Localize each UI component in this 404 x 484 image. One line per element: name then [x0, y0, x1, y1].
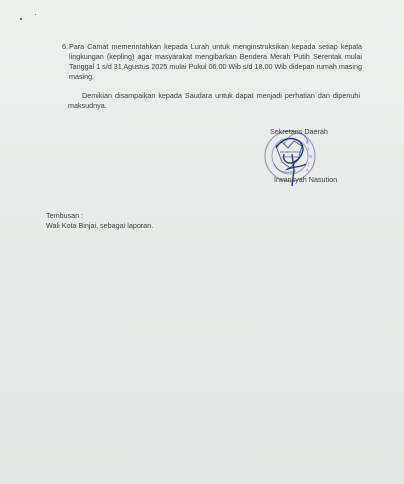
signatory-name: Irwansyah Nasution	[274, 175, 338, 184]
tembusan-section	[46, 211, 153, 231]
svg-text:B: B	[306, 140, 309, 145]
signature-block	[262, 124, 362, 204]
svg-text:A: A	[306, 168, 309, 173]
official-stamp-icon	[262, 124, 362, 204]
svg-text:N: N	[309, 154, 312, 159]
svg-text:I: I	[308, 147, 310, 152]
scan-speck	[20, 18, 22, 20]
closing-text: Demikian disampaikan kepada Saudara untuk dapat menjadi perhatian dan dipenuhi maksudnya.	[68, 91, 360, 110]
scan-speck	[35, 14, 36, 15]
tembusan-heading: Tembusan :	[46, 211, 84, 220]
svg-text:J: J	[308, 161, 310, 166]
list-item-text: Para Camat memerintahkan kepada Lurah untuk menginstruksikan kepada setiap kepala lingkungan (kepling) agar masyarakat mengibarkan Bendera Merah Putih Serentak mulai Tanggal 1 s/d 31 Agustus 2025 mulai Pukul 06.00 Wib s/d 18.00 Wib didepan rumah masing masing.	[69, 42, 362, 81]
list-item-number: 6.	[62, 42, 68, 51]
list-item-6	[62, 42, 362, 82]
tembusan-recipient: Wali Kota Binjai, sebagai laporan.	[46, 221, 154, 230]
signature-title: Sekretaris Daerah	[270, 127, 328, 136]
closing-paragraph	[68, 91, 360, 111]
